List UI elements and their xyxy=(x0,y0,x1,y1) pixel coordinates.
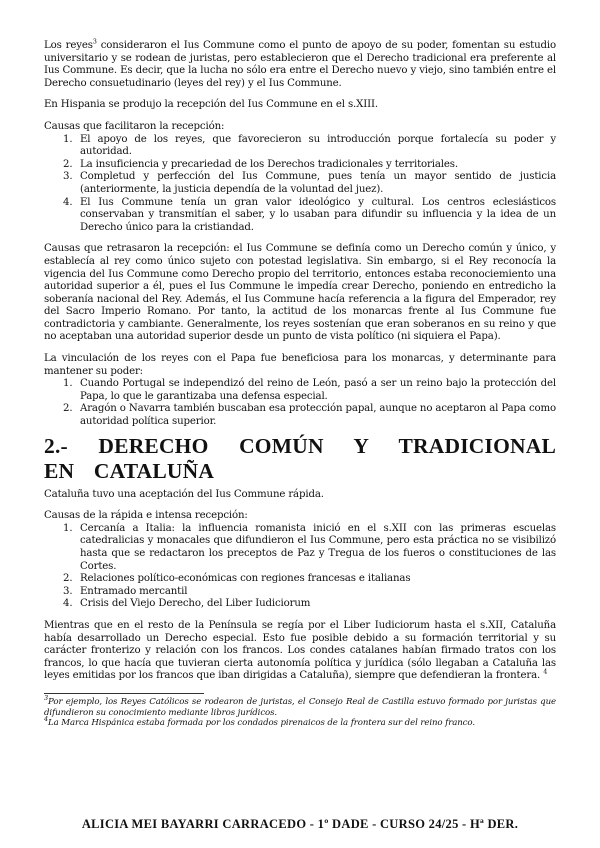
list-item: 2. La insuficiencia y precariedad de los Derechos tradicionales y territoriales. xyxy=(63,158,458,170)
list-item: 2. Aragón o Navarra también buscaban esa protección papal, aunque no aceptaron al Papa como autoridad política superior. xyxy=(63,403,556,428)
list-item: 4. Crisis del Viejo Derecho, del Liber Iudiciorum xyxy=(63,598,311,610)
section-2-title: 2.- DERECHO COMÚN Y TRADICIONAL EN CATALUÑA xyxy=(44,433,556,483)
footnote-ref-3[interactable]: 3 xyxy=(92,37,97,46)
list-item: 3. Entramado mercantil xyxy=(63,585,188,597)
papa-list xyxy=(44,378,556,428)
footnote-4: $^4$La Marca Hispánica estaba formada por los condados pirenaicos de la frontera sur del reino franco. xyxy=(44,715,475,729)
papa-intro-paragraph: La vinculación de los reyes con el Papa fue beneficiosa para los monarcas, y determinante para mantener su poder: xyxy=(44,353,556,377)
page-footer: ALICIA MEI BAYARRI CARRACEDO - 1º DADE - CURSO 24/25 - Hª DER. xyxy=(81,817,519,831)
footnote-ref-4[interactable]: 4 xyxy=(543,667,548,676)
intro-paragraph: Los reyes$^3$ consideraron el Ius Commune como el punto de apoyo de su poder, fomentan su estudio universitario y se rodean de juristas, pero establecieron que el Derecho tradicional era preferente al Ius Commune. Es decir, que la lucha no sólo era entre el Derecho nuevo y viejo, sino también entre el Derecho consuetudinario (leyes del rey) y el Ius Commune. xyxy=(44,37,556,89)
cataluna-paragraph: Cataluña tuvo una aceptación del Ius Commune rápida. xyxy=(44,488,324,500)
list-item: 1. El apoyo de los reyes, que favorecieron su introducción porque fortalecía su poder y autoridad. xyxy=(63,133,556,158)
list-item: 3. Completud y perfección del Ius Commune, pues tenía un mayor sentido de justicia (anteriormente, la justicia dependía de la voluntad del juez). xyxy=(63,171,556,195)
list-item: 1. Cuando Portugal se independizó del reino de León, pasó a ser un reino bajo la protección del Papa, lo que le garantizaba una defensa especial. xyxy=(63,378,556,402)
causas-facilitaron-list xyxy=(44,134,556,235)
causas-rapida-heading: Causas de la rápida e intensa recepción: xyxy=(44,510,248,522)
footnote-3: $^3$Por ejemplo, los Reyes Católicos se rodearon de juristas, el Consejo Real de Castilla estuvo formado por juristas que difundieron su conocimiento mediante libros jurídicos. xyxy=(44,694,556,718)
footnote-separator xyxy=(44,693,204,694)
list-item: 1. Cercanía a Italia: la influencia romanista inició en el s.XII con las primeras escuelas catedralicias y monacales que difundieron el Ius Commune, pero esta práctica no se visibilizó hasta que se redactaron los preceptos de Paz y Tregua de los fueros o constituciones de las Cortes. xyxy=(63,522,556,572)
hispania-paragraph: En Hispania se produjo la recepción del Ius Commune en el s.XIII. xyxy=(44,99,378,111)
causas-facilitaron-heading: Causas que facilitaron la recepción: xyxy=(44,120,225,132)
causas-retrasaron-paragraph: Causas que retrasaron la recepción: el Ius Commune se definía como un Derecho común y único, y establecía al rey como único sujeto con potestad legislativa. Sin embargo, si el Rey reconocía la vigencia del Ius Commune como Derecho propio del territorio, entonces estaba reconociemiento una autoridad superior a él, pues el Ius Commune le impedía crear Derecho, poniendo en entredicho la soberanía nacional del Rey. Además, el Ius Commune hacía referencia a la figura del Emperador, rey del Sacro Imperio Romano. Por tanto, la actitud de los monarcas frente al Ius Commune fue contradictoria y cambiante. Generalmente, los reyes sostenían que eran soberanos en su reino y que no aceptaban una autoridad superior desde un punto de vista político (ni siquiera el Papa). xyxy=(44,243,556,343)
list-item: 4. El Ius Commune tenía un gran valor ideológico y cultural. Los centros eclesiásticos conservaban y transmitían el saber, y lo usaban para difundir su influencia y la idea de un Derecho único para la cristiandad. xyxy=(63,196,556,233)
causas-rapida-list xyxy=(44,523,556,611)
peninsula-paragraph: Mientras que en el resto de la Península se regía por el Liber Iudiciorum hasta el s.XII, Cataluña había desarrollado un Derecho especial. Esto fue posible debido a su formación territorial y su carácter fronterizo y relación con los francos. Los condes catalanes habían firmado tratos con los francos, lo que hacía que tuvieran cierta autonomía política y jurídica (sólo llegaban a Cataluña las leyes emitidas por los francos que iban dirigidas a Cataluña), siempre que defendieran la frontera. $^4$ xyxy=(44,619,556,682)
list-item: 2. Relaciones político-económicas con regiones francesas e italianas xyxy=(63,573,411,585)
